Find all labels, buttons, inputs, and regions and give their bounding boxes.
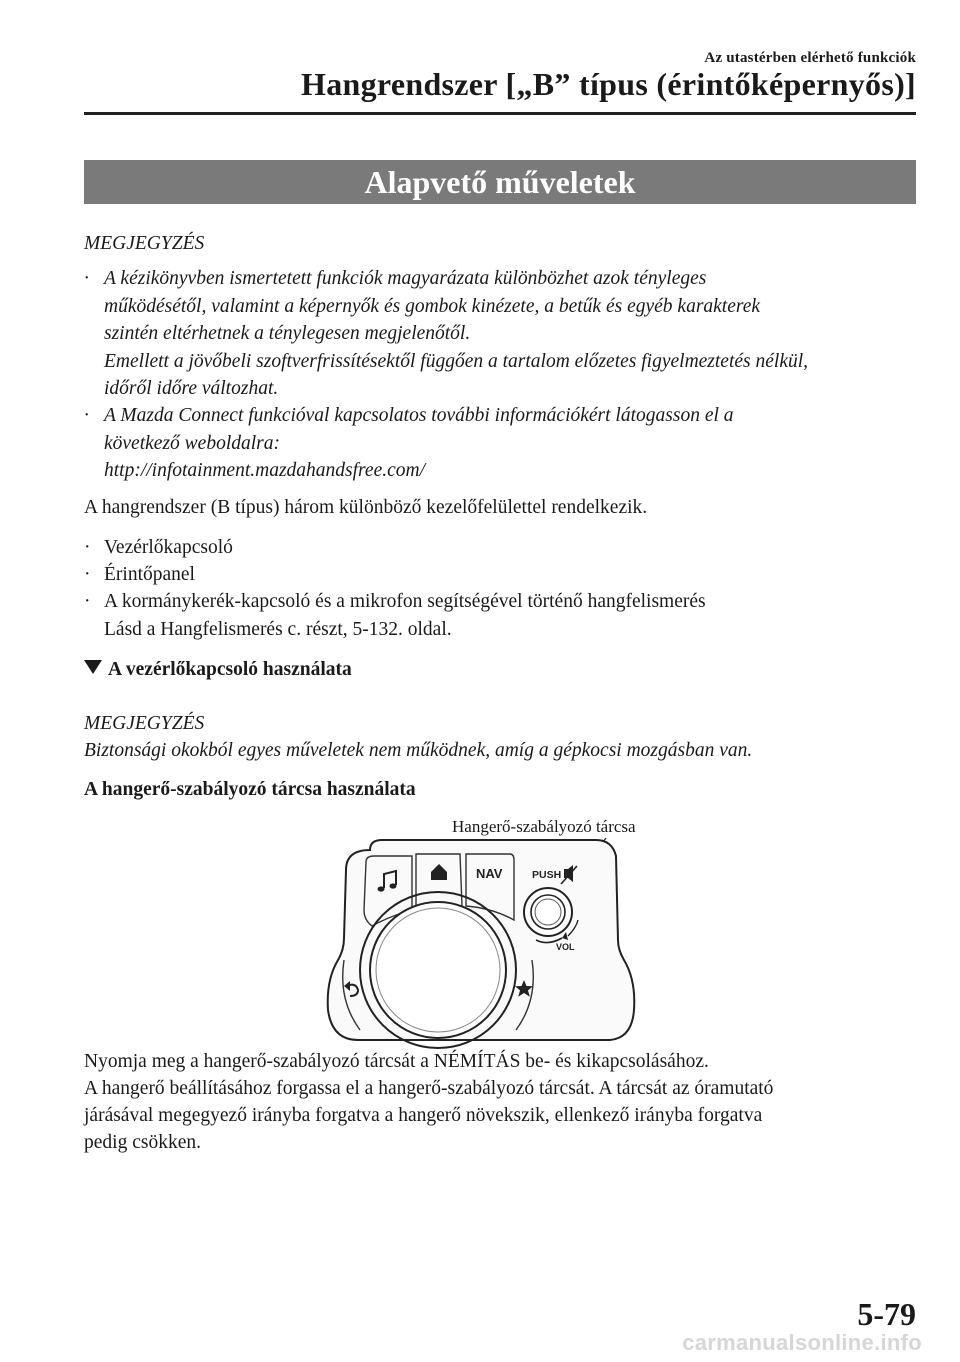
bullet-dot: · — [84, 268, 89, 289]
note-line: időről időre változhat. — [104, 378, 279, 399]
chapter-title: Hangrendszer [„B” típus (érintőképernyős)] — [301, 66, 916, 102]
page-number: 5-79 — [857, 1296, 916, 1332]
bullet-dot: · — [84, 405, 89, 426]
subsection-title: A vezérlőkapcsoló használata — [108, 659, 352, 680]
commander-switch-drawing — [300, 810, 700, 1050]
note-item — [84, 402, 924, 485]
section-header: Az utastérben elérhető funkciók — [704, 50, 916, 66]
list-item — [84, 588, 924, 643]
dial-heading: A hangerő-szabályozó tárcsa használata — [84, 779, 416, 800]
paragraph: járásával megegyező irányba forgatva a hangerő növekszik, ellenkező irányba forgatva — [84, 1105, 763, 1126]
nav-label: NAV — [476, 866, 503, 881]
intro-paragraph: A hangrendszer (B típus) három különböző kezelőfelülettel rendelkezik. — [84, 497, 648, 518]
paragraph: Nyomja meg a hangerő-szabályozó tárcsát a NÉMÍTÁS be- és kikapcsolásához. — [84, 1051, 709, 1072]
triangle-marker-icon — [84, 660, 102, 674]
note-url: http://infotainment.mazdahandsfree.com/ — [104, 460, 425, 481]
note-label: MEGJEGYZÉS — [84, 233, 205, 254]
paragraph: A hangerő beállításához forgassa el a hangerő-szabályozó tárcsát. A tárcsát az óramutató — [84, 1078, 774, 1099]
list-item-text: Lásd a Hangfelismerés c. részt, 5-132. oldal. — [104, 618, 452, 640]
note-line: A Mazda Connect funkcióval kapcsolatos további információkért látogasson el a — [104, 405, 734, 426]
note-label: MEGJEGYZÉS — [84, 713, 205, 734]
list-item — [84, 534, 924, 562]
watermark: carmanualsonline.info — [682, 1330, 922, 1355]
bullet-dot: · — [84, 591, 91, 612]
note-line: szintén eltérhetnek a ténylegesen megjelenőtől. — [104, 323, 471, 344]
subsection-heading — [84, 656, 352, 684]
list-item-text: Vezérlőkapcsoló — [104, 537, 233, 558]
push-label: PUSH — [532, 869, 562, 881]
note-item — [84, 265, 924, 403]
figure-callout: Hangerő-szabályozó tárcsa — [452, 817, 636, 836]
bullet-dot: · — [84, 537, 91, 558]
list-item-text: A kormánykerék-kapcsoló és a mikrofon segítségével történő hangfelismerés — [104, 591, 706, 612]
commander-switch-figure — [300, 810, 700, 1050]
bullet-dot: · — [84, 564, 91, 585]
list-item-text: Érintőpanel — [104, 564, 195, 585]
vol-label: VOL — [556, 942, 575, 952]
note-line: következő weboldalra: — [104, 432, 280, 454]
note-line: működésétől, valamint a képernyők és gombok kinézete, a betűk és egyéb karakterek — [104, 295, 761, 317]
note-text: Biztonsági okokból egyes műveletek nem működnek, amíg a gépkocsi mozgásban van. — [84, 740, 753, 761]
list-item — [84, 561, 924, 589]
paragraph: pedig csökken. — [84, 1132, 201, 1153]
note-line: Emellett a jövőbeli szoftverfrissítésektől függően a tartalom előzetes figyelmeztetés nélkül, — [104, 350, 809, 372]
section-banner: Alapvető műveletek — [84, 160, 916, 204]
note-line: A kézikönyvben ismertetett funkciók magyarázata különbözhet azok tényleges — [104, 268, 707, 289]
header-rule — [84, 112, 916, 115]
